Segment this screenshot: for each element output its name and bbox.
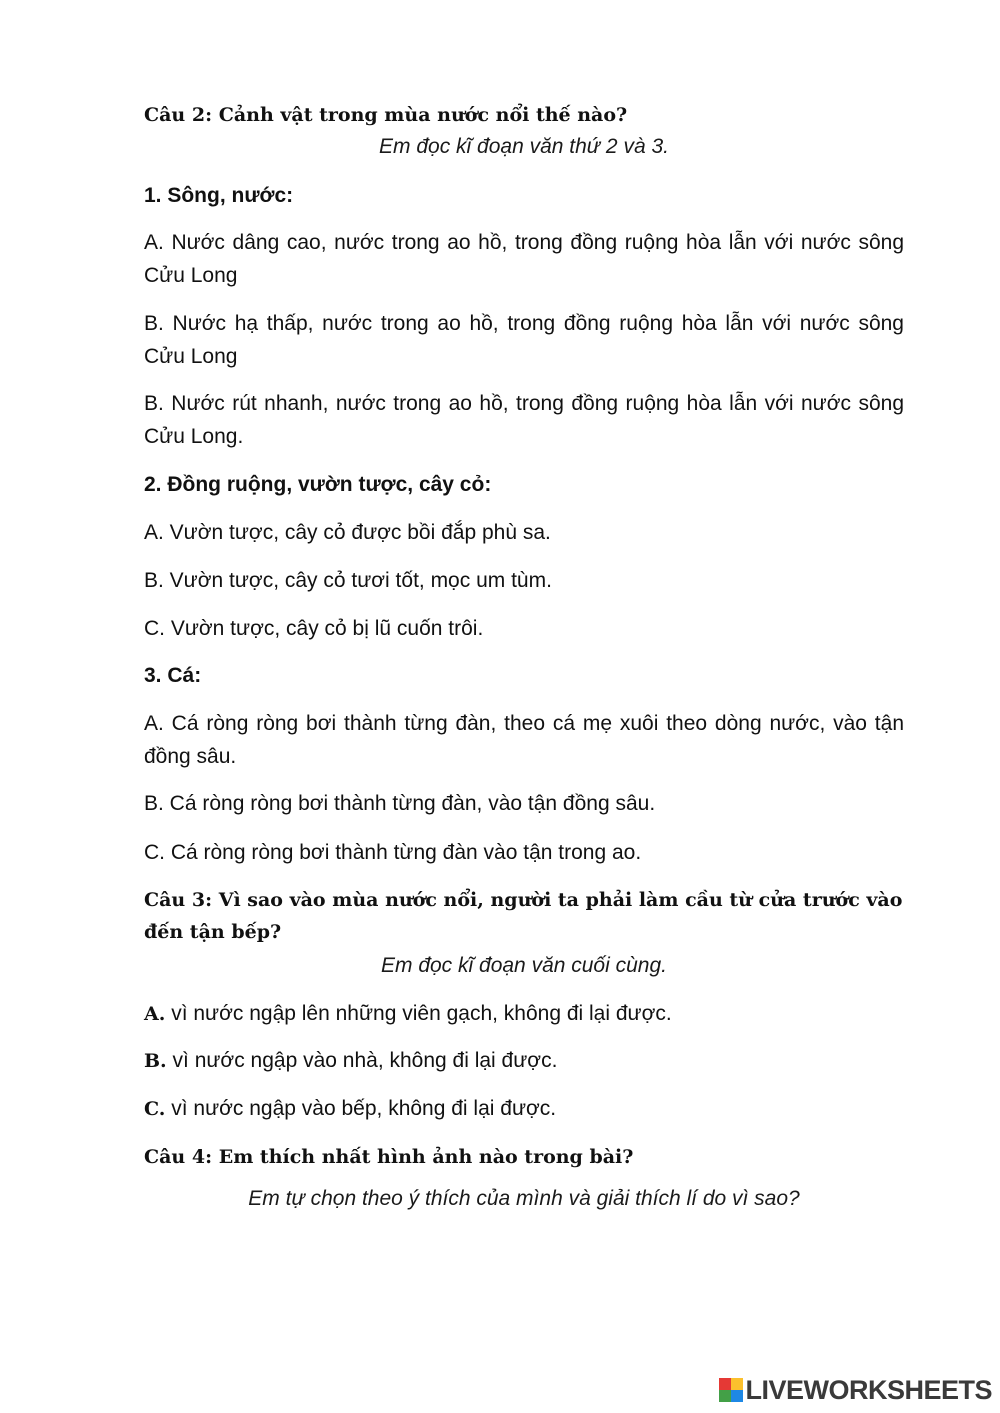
question-3-title: Câu 3: Vì sao vào mùa nước nổi, người ta phải làm cầu từ cửa trước vào đến tận bếp?	[144, 889, 903, 943]
option-label: C.	[144, 1098, 166, 1120]
question-3-option-c	[144, 1092, 904, 1126]
question-4-title: Câu 4: Em thích nhất hình ảnh nào trong bài?	[144, 1146, 634, 1168]
section-1-heading: 1. Sông, nước:	[144, 184, 294, 207]
section-2-heading: 2. Đồng ruộng, vườn tược, cây cỏ:	[144, 473, 492, 496]
watermark-text: LIVEWORKSHEETS	[745, 1374, 992, 1405]
option-label: B.	[144, 1050, 167, 1072]
option-label: A.	[144, 1003, 166, 1025]
section-3-heading: 3. Cá:	[144, 664, 202, 687]
section-1-option-c: B. Nước rút nhanh, nước trong ao hồ, trong đồng ruộng hòa lẫn với nước sông Cửu Long.	[144, 392, 904, 448]
section-1-option-b: B. Nước hạ thấp, nước trong ao hồ, trong đồng ruộng hòa lẫn với nước sông Cửu Long	[144, 312, 904, 368]
section-2-option-a: A. Vườn tược, cây cỏ được bồi đắp phù sa.	[144, 521, 551, 544]
section-2-option-c: C. Vườn tược, cây cỏ bị lũ cuốn trôi.	[144, 617, 484, 640]
section-3-option-a: A. Cá ròng ròng bơi thành từng đàn, theo cá mẹ xuôi theo dòng nước, vào tận đồng sâu.	[144, 712, 904, 768]
question-3-option-a	[144, 997, 904, 1031]
question-2-hint: Em đọc kĩ đoạn văn thứ 2 và 3.	[379, 135, 669, 158]
section-2-option-b: B. Vườn tược, cây cỏ tươi tốt, mọc um tùm.	[144, 569, 552, 592]
section-3-option-b: B. Cá ròng ròng bơi thành từng đàn, vào tận đồng sâu.	[144, 792, 656, 815]
liveworksheets-watermark	[719, 1373, 992, 1407]
question-4-hint: Em tự chọn theo ý thích của mình và giải thích lí do vì sao?	[248, 1187, 800, 1210]
section-1-option-a: A. Nước dâng cao, nước trong ao hồ, trong đồng ruộng hòa lẫn với nước sông Cửu Long	[144, 231, 904, 287]
option-text: vì nước ngập vào nhà, không đi lại được.	[166, 1049, 558, 1072]
question-3-hint: Em đọc kĩ đoạn văn cuối cùng.	[380, 954, 667, 977]
option-text: vì nước ngập vào bếp, không đi lại được.	[165, 1097, 557, 1120]
question-3-option-b	[144, 1044, 904, 1078]
option-text: vì nước ngập lên những viên gạch, không đi lại được.	[165, 1002, 672, 1025]
section-3-option-c: C. Cá ròng ròng bơi thành từng đàn vào tận trong ao.	[144, 841, 642, 864]
liveworksheets-logo-icon	[719, 1378, 743, 1402]
question-2-title: Câu 2: Cảnh vật trong mùa nước nổi thế nào?	[144, 104, 628, 126]
